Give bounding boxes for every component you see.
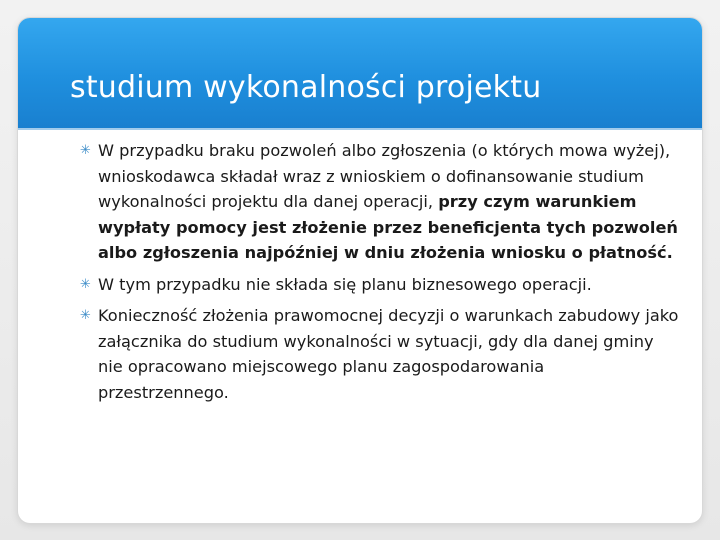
asterisk-bullet-icon: ✳	[80, 143, 91, 158]
slide-content	[80, 138, 680, 411]
bullet-text: Konieczność złożenia prawomocnej decyzji o warunkach zabudowy jako załącznika do studium wykonalności w sytuacji, gdy dla danej gminy nie opracowano miejscowego planu zagospodarowania przestrzennego.	[98, 306, 679, 402]
bullet-item	[80, 303, 680, 405]
title-banner	[18, 18, 702, 130]
bullet-text-bold: przy czym warunkiem wypłaty pomocy jest złożenie przez beneficjenta tych pozwoleń albo zgłoszenia najpóźniej w dniu złożenia wniosku o płatność.	[98, 192, 678, 262]
bullet-item	[80, 272, 680, 298]
slide-frame	[18, 18, 702, 523]
bullet-text: W przypadku braku pozwoleń albo zgłoszenia (o których mowa wyżej), wnioskodawca składał wraz z wnioskiem o dofinansowanie studium wykonalności projektu dla danej operacji,	[98, 141, 671, 211]
slide-title: studium wykonalności projektu	[70, 70, 542, 105]
asterisk-bullet-icon: ✳	[80, 308, 91, 323]
bullet-text: W tym przypadku nie składa się planu biznesowego operacji.	[98, 274, 592, 294]
asterisk-bullet-icon: ✳	[80, 276, 91, 292]
bullet-item	[80, 138, 680, 266]
